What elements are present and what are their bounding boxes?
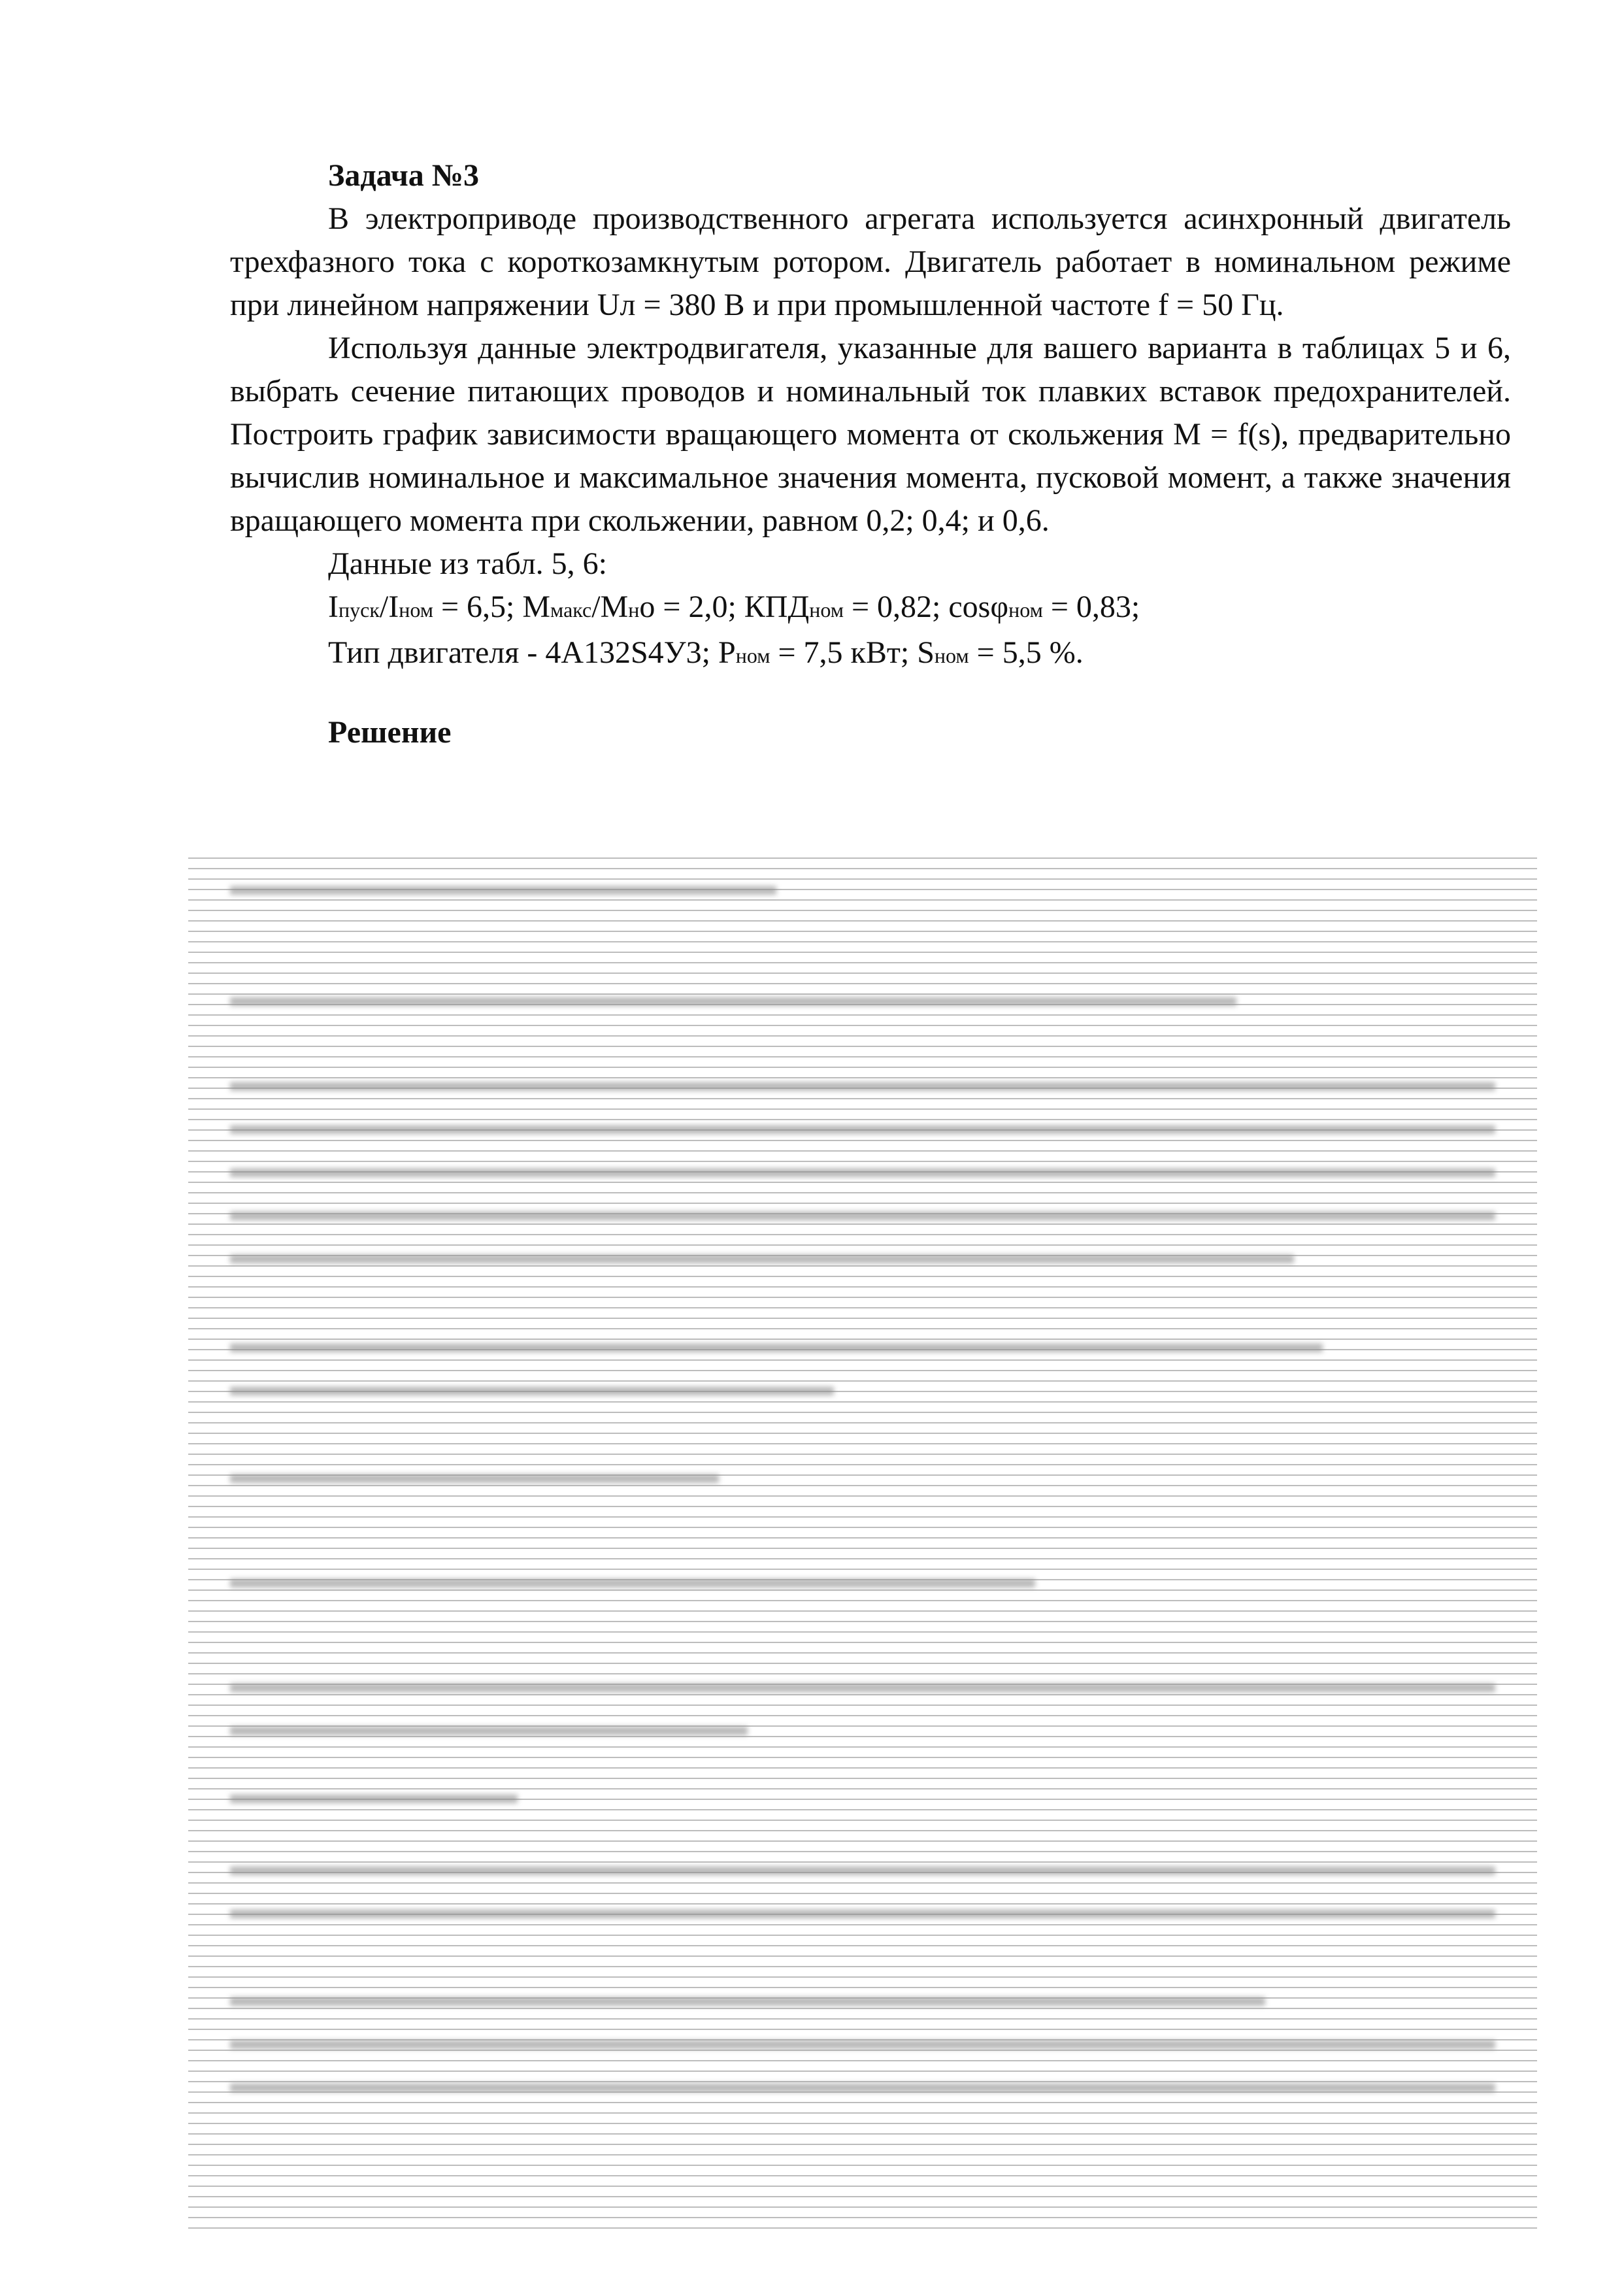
obscured-text-line: ▬▬▬▬▬▬▬▬▬▬▬▬▬▬▬▬▬▬▬▬▬▬▬▬▬▬▬▬▬▬▬▬▬▬▬▬▬▬▬▬▬▬▬▬ xyxy=(230,2023,1495,2055)
hidden-solution-overlay xyxy=(188,851,1537,2238)
obscured-text-line: ▬▬▬▬▬▬▬▬▬▬▬▬▬▬▬▬▬▬▬▬▬▬▬▬▬▬▬▬▬▬▬▬▬▬▬ xyxy=(230,980,1236,1012)
obscured-text-line: ▬▬▬▬▬▬▬▬▬▬▬▬▬▬▬▬▬▬▬▬▬▬▬▬▬▬▬▬▬▬▬▬▬▬▬▬▬▬▬▬▬▬▬▬ xyxy=(230,1065,1495,1097)
obscured-text-line: ▬▬▬▬▬▬▬▬▬▬▬▬▬▬▬▬▬▬▬▬▬▬▬▬▬▬▬▬▬▬▬▬▬▬▬▬▬▬▬▬▬▬▬▬ xyxy=(230,1152,1495,1184)
task-paragraph-1: В электроприводе производственного агрегата используется асинхронный двигатель трехфазного тока с короткозамкнутым ротором. Двигатель работает в номинальном режиме при линейном напряжении Uл = 380 В и при промышленной частоте f = 50 Гц. xyxy=(230,201,1511,322)
rated-slip-symbol: Sном xyxy=(917,635,969,670)
current-ratio-symbol: Iпуск/Iном xyxy=(328,590,433,624)
torque-ratio-value: = 2,0; xyxy=(655,590,744,624)
torque-ratio-symbol: Mмакс/Mно xyxy=(522,590,655,624)
obscured-text-line: ▬▬▬▬▬▬▬▬▬▬▬▬▬▬▬▬▬▬▬▬▬▬▬▬▬▬▬▬▬▬▬▬▬▬▬▬▬▬▬▬▬▬▬▬ xyxy=(230,1850,1495,1882)
document-content xyxy=(230,154,1511,754)
rated-power-value: = 7,5 кВт; xyxy=(770,635,918,670)
obscured-text-line: ▬▬▬▬▬▬▬▬▬▬▬▬▬▬▬▬▬▬▬▬▬▬▬▬▬▬▬▬▬▬▬▬▬▬▬▬▬▬▬▬▬▬▬▬ xyxy=(230,1195,1495,1227)
spacer xyxy=(230,677,1511,711)
rated-slip-value: = 5,5 %. xyxy=(969,635,1084,670)
efficiency-value: = 0,82; xyxy=(843,590,949,624)
task-title: Задача №3 xyxy=(328,158,479,193)
obscured-text-line: ▬▬▬▬▬▬▬▬▬▬▬▬▬▬▬▬▬▬ xyxy=(230,1710,748,1742)
obscured-text-line: ▬▬▬▬▬▬▬▬▬▬▬▬▬▬▬▬▬▬▬▬▬▬▬▬▬▬▬▬▬▬▬▬▬▬▬▬▬ xyxy=(230,1238,1294,1270)
power-factor-value: = 0,83; xyxy=(1042,590,1140,624)
obscured-text-line: ▬▬▬▬▬▬▬▬▬▬▬▬▬▬▬▬▬▬▬▬▬▬▬▬▬▬▬▬▬▬▬▬▬▬▬▬▬▬▬▬▬▬▬▬ xyxy=(230,1893,1495,1925)
obscured-text-line: ▬▬▬▬▬▬▬▬▬▬▬▬▬▬▬▬▬▬▬▬▬▬▬▬▬▬▬▬▬▬▬▬▬▬▬▬▬▬▬▬▬▬▬▬ xyxy=(230,2067,1495,2099)
obscured-text-line: ▬▬▬▬▬▬▬▬▬▬▬▬▬▬▬▬▬ xyxy=(230,1457,719,1489)
rated-power-symbol: Pном xyxy=(718,635,771,670)
obscured-text-line: ▬▬▬▬▬▬▬▬▬▬▬▬▬▬▬▬▬▬▬▬▬ xyxy=(230,1370,834,1402)
power-factor-symbol: cosφном xyxy=(948,590,1043,624)
obscured-text-line: ▬▬▬▬▬▬▬▬▬▬▬▬▬▬▬▬▬▬▬▬▬▬▬▬▬▬▬▬▬▬▬▬▬▬▬▬ xyxy=(230,1980,1265,2012)
motor-type: Тип двигателя - 4А132S4У3; xyxy=(328,635,718,670)
task-paragraph-2: Используя данные электродвигателя, указанные для вашего варианта в таблицах 5 и 6, выбрать сечение питающих проводов и номинальный ток плавких вставок предохранителей. Построить график зависимости вращающего момента от скольжения M = f(s), предварительно вычислив номинальное и максимальное значения момента, пусковой момент, а также значения вращающего момента при скольжении, равном 0,2; 0,4; и 0,6. xyxy=(230,331,1511,538)
efficiency-symbol: КПДном xyxy=(744,590,844,624)
parameters-line-2 xyxy=(230,631,1511,677)
obscured-text-line: ▬▬▬▬▬▬▬▬▬▬▬▬▬▬▬▬▬▬▬▬▬▬▬▬▬▬▬▬ xyxy=(230,1562,1035,1594)
data-heading: Данные из табл. 5, 6: xyxy=(328,546,608,581)
obscured-text-line: ▬▬▬▬▬▬▬▬▬▬▬▬▬▬▬▬▬▬▬ xyxy=(230,869,776,901)
parameters-line-1 xyxy=(230,586,1511,631)
obscured-text-line: ▬▬▬▬▬▬▬▬▬▬▬▬▬▬▬▬▬▬▬▬▬▬▬▬▬▬▬▬▬▬▬▬▬▬▬▬▬▬▬▬▬▬▬▬ xyxy=(230,1667,1495,1699)
obscured-text-line: ▬▬▬▬▬▬▬▬▬▬ xyxy=(230,1778,518,1810)
obscured-text-line: ▬▬▬▬▬▬▬▬▬▬▬▬▬▬▬▬▬▬▬▬▬▬▬▬▬▬▬▬▬▬▬▬▬▬▬▬▬▬ xyxy=(230,1327,1323,1359)
current-ratio-value: = 6,5; xyxy=(433,590,523,624)
obscured-text-line: ▬▬▬▬▬▬▬▬▬▬▬▬▬▬▬▬▬▬▬▬▬▬▬▬▬▬▬▬▬▬▬▬▬▬▬▬▬▬▬▬▬▬▬▬ xyxy=(230,1108,1495,1140)
solution-title: Решение xyxy=(328,715,452,750)
